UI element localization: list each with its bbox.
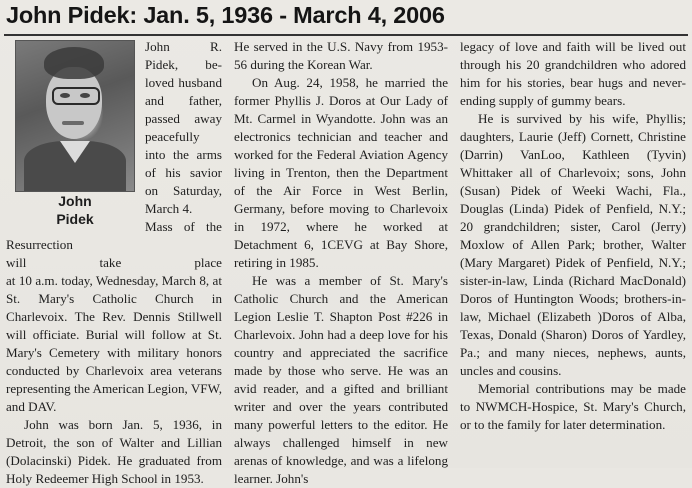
column-3 — [460, 38, 686, 434]
caption-line-2: Pidek — [56, 211, 94, 227]
photo-caption — [15, 192, 135, 228]
paragraph-birth: John was born Jan. 5, 1936, in Detroit, the son of Walter and Lillian (Dolacinski) Pidek. He graduated from Holy Redeemer High School in 1953. — [6, 417, 222, 486]
text-line: peacefully — [145, 129, 200, 144]
paragraph-legacy: legacy of love and faith will be lived out through his 20 grandchildren who adored him for his stories, bear hugs and never-ending supply of gummy bears. — [460, 39, 686, 108]
text-line: of his savior — [145, 165, 222, 180]
text-line: March 4. — [145, 201, 193, 216]
text-line: passed away — [145, 111, 222, 126]
text-line: and father, — [145, 93, 222, 108]
paragraph-mass-continued: at 10 a.m. today, Wednesday, March 8, at St. Mary's Catholic Church in Charlevoix. The Rev. Dennis Stillwell will officiate. Burial will follow at St. Mary's Cemetery with military honors conducted by Charlevoix area veterans representing the American Legion, VFW, and DAV. — [6, 273, 222, 414]
portrait-photo — [15, 40, 135, 192]
text-line: Mass of the — [145, 219, 222, 234]
paragraph-survivors: He is survived by his wife, Phyllis; daughters, Laurie (Jeff) Cornett, Christine (Darrin) VanLoo, Kathleen (Tyvin) Whittaker all of Charlevoix; sons, John (Susan) Pidek of Weeki Wachi, Fla., Douglas (Linda) Pidek of Penfield, N.Y.; 20 grandchildren; sister, Carol (Jerry) Moxlow of Allen Park; brother, Walter (Mary Margaret) Pidek of Penfield, N.Y.; sister-in-law, Linda (Richard MacDonald) Doros of Huntington Woods; brothers-in-law, Michael (Elizabeth )Doros of Alba, Texas, Donald (Sharon) Doros of Yardley, Pa.; and many nieces, nephews, aunts, uncles and cousins. — [460, 111, 686, 378]
text-line: will take place — [6, 255, 222, 270]
text-line: loved husband — [145, 75, 222, 90]
paragraph-navy: He served in the U.S. Navy from 1953-56 during the Korean War. — [234, 39, 448, 72]
headline-rule — [4, 34, 688, 36]
text-line: on Saturday, — [145, 183, 222, 198]
text-line: John R. — [145, 39, 222, 54]
column-2 — [234, 38, 448, 488]
text-line: Pidek, be- — [145, 57, 222, 72]
photo-box — [6, 38, 137, 227]
text-line: Resurrection — [6, 237, 73, 252]
paragraph-marriage-career: On Aug. 24, 1958, he married the former Phyllis J. Doros at Our Lady of Mt. Carmel in Wyandotte. John was an electronics technician and teacher and worked for the Federal Aviation Agency living in Trenton, then the Department of the Air Force in West Berlin, Germany, before moving to Charlevoix in 1972, where he worked at Detachment 6, 1CEVG at Bay Shore, retiring in 1985. — [234, 75, 448, 270]
column-1 — [6, 38, 222, 488]
paragraph-memorial: Memorial contributions may be made to NWMCH-Hospice, St. Mary's Church, or to the family for later determination. — [460, 381, 686, 432]
paragraph-membership: He was a member of St. Mary's Catholic Church and the American Legion Leslie T. Shapton Post #226 in Charlevoix. John had a deep love for his country and appreciated the sacrifice made by those who serve. He was an avid reader, and a gifted and brilliant writer and over the years contributed many powerful letters to the editor. He always challenged himself in new arenas of knowledge, and was a lifelong learner. John's — [234, 273, 448, 486]
caption-line-1: John — [58, 193, 92, 209]
headline: John Pidek: Jan. 5, 1936 - March 4, 2006 — [6, 2, 445, 28]
text-line: into the arms — [145, 147, 222, 162]
